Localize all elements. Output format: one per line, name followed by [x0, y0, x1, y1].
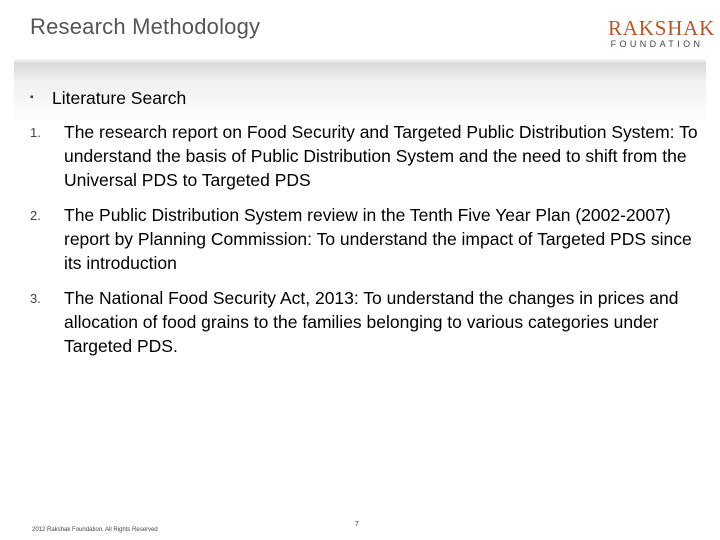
list-item-text: The National Food Security Act, 2013: To understand the changes in prices and allocation of food grains to the families belonging to various categories under Targeted PDS.: [64, 288, 679, 356]
footer-copyright: 2012 Rakshak Foundation. All Rights Reserved: [32, 527, 158, 533]
page-number: 7: [355, 521, 359, 528]
list-item-number: 3.: [30, 291, 41, 306]
square-bullet-icon: ▪: [30, 92, 34, 103]
list-item: [30, 120, 702, 192]
rakshak-foundation-logo: [608, 16, 716, 49]
list-item-number: 1.: [30, 125, 41, 140]
list-item: [30, 203, 702, 275]
list-item: [30, 286, 702, 358]
logo-subtitle: FOUNDATION: [610, 39, 704, 49]
list-item-number: 2.: [30, 208, 41, 223]
list-item-text: The research report on Food Security and Targeted Public Distribution System: To understand the basis of Public Distribution System and the need to shift from the Universal PDS to Targeted PDS: [64, 122, 698, 190]
slide-body: [30, 86, 702, 369]
logo-wordmark: RAKSHAK: [608, 16, 716, 40]
slide-title: Research Methodology: [30, 14, 261, 39]
section-heading-row: [30, 86, 702, 110]
section-heading: Literature Search: [52, 88, 187, 108]
list-item-text: The Public Distribution System review in the Tenth Five Year Plan (2002-2007) report by Planning Commission: To understand the impact of Targeted PDS since its introduction: [64, 205, 692, 273]
